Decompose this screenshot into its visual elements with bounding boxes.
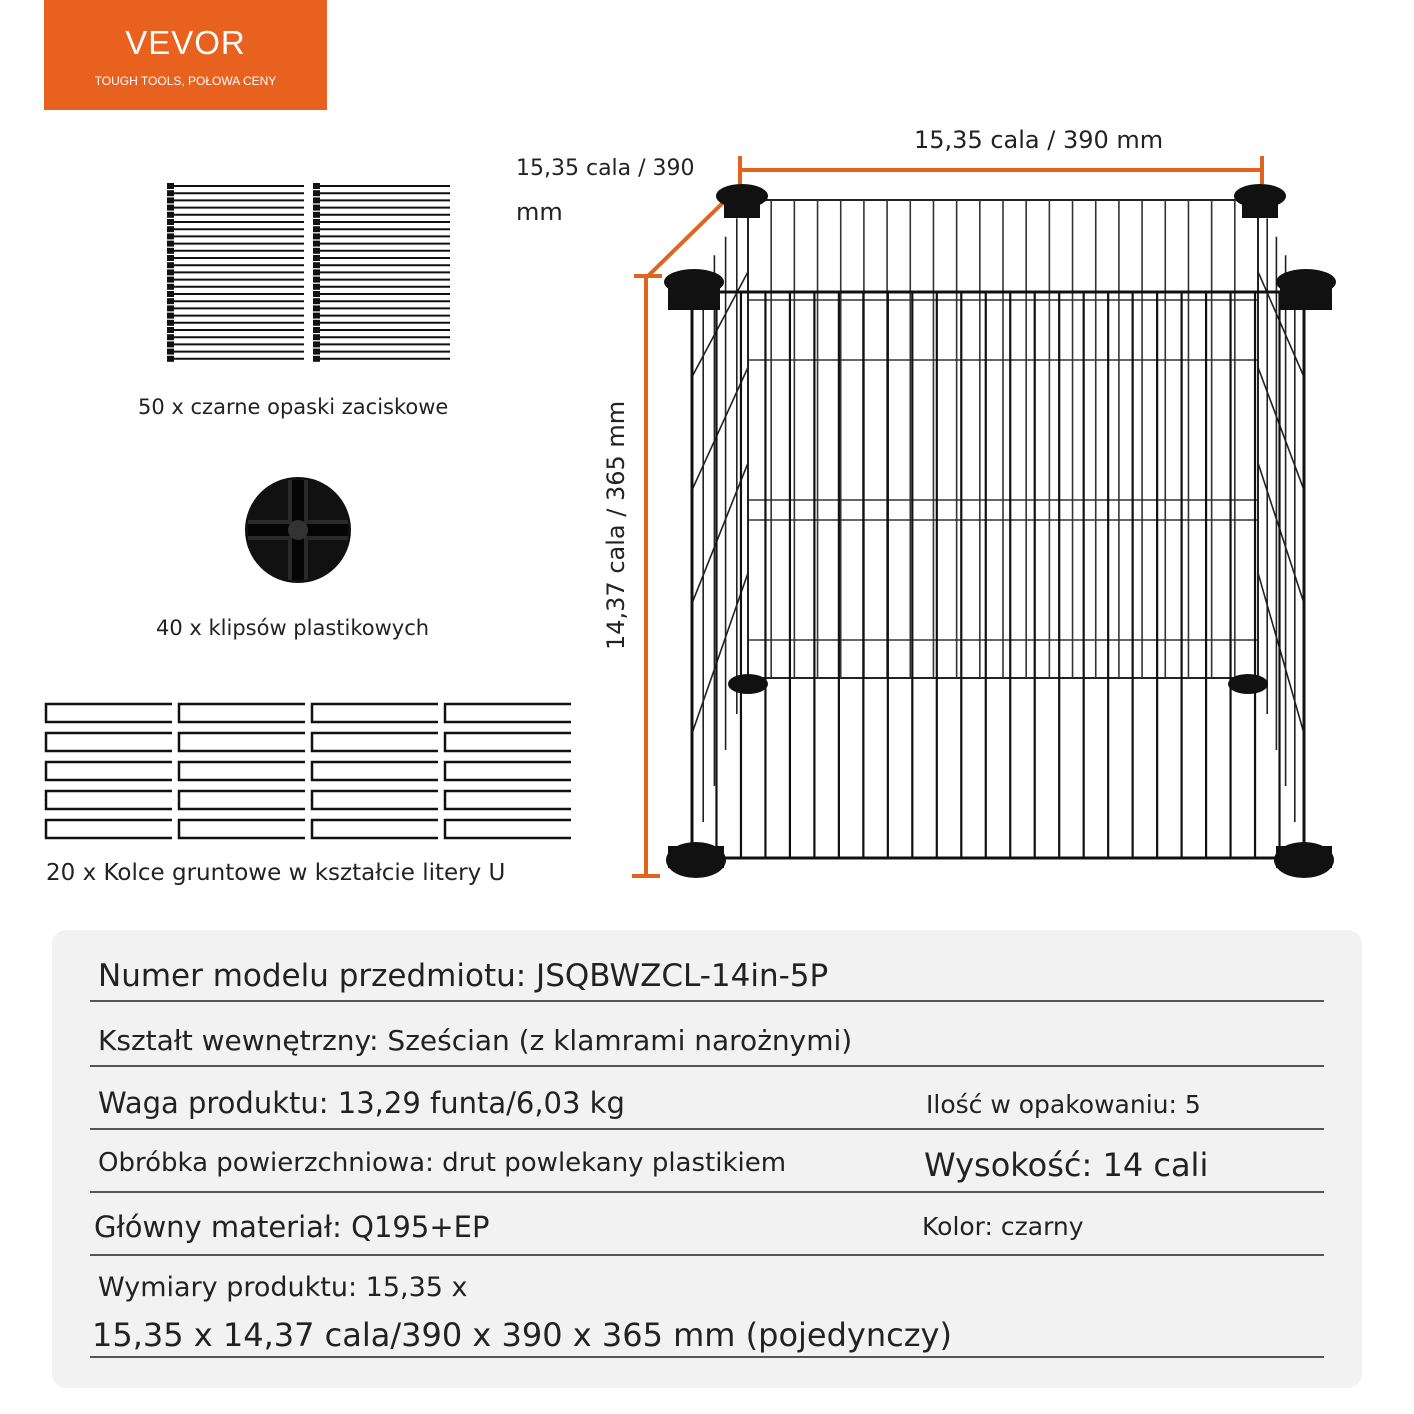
brand-logo [44,0,327,110]
spec-weight: Waga produktu: 13,29 funta/6,03 kg [98,1086,625,1120]
spec-dimensions-line1: Wymiary produktu: 15,35 x [98,1272,468,1303]
u-stake [312,820,438,838]
playpen-image [600,140,1360,900]
spec-material: Główny materiał: Q195+EP [94,1210,490,1244]
u-stake [445,791,571,809]
spec-surface: Obróbka powierzchniowa: drut powlekany plastikiem [98,1148,787,1178]
spec-divider [90,1356,1324,1358]
u-stake [445,733,571,751]
u-stake [179,791,305,809]
u-stake [445,704,571,722]
u-stake [445,762,571,780]
u-stake [179,762,305,780]
brand-tagline: TOUGH TOOLS, POŁOWA CENY [94,74,277,88]
u-stake [312,733,438,751]
wire-bar [1258,367,1304,490]
u-stake [46,791,172,809]
wire-bar [692,463,748,603]
u-stake [179,820,305,838]
height-dimension-label: 14,37 cala / 365 mm [602,400,630,650]
u-stake [46,762,172,780]
u-stake [46,820,172,838]
cable-ties-image [160,180,460,375]
u-stake [46,733,172,751]
spec-model: Numer modelu przedmiotu: JSQBWZCL-14in-5P [98,958,829,994]
u-stake [179,704,305,722]
brand-name: VEVOR [125,24,246,61]
u-stake [312,762,438,780]
spec-divider [90,1254,1324,1256]
spec-divider [90,1000,1324,1002]
u-stake [312,704,438,722]
accessory-caption-ground-stakes: 20 x Kolce gruntowe w kształcie litery U [46,860,506,886]
wire-bar [1258,463,1304,603]
spec-quantity: Ilość w opakowaniu: 5 [926,1090,1201,1119]
spec-divider [90,1128,1324,1130]
spec-shape: Kształt wewnętrzny: Sześcian (z klamrami narożnymi) [98,1024,853,1057]
spec-color: Kolor: czarny [922,1212,1084,1241]
spec-height: Wysokość: 14 cali [924,1146,1209,1184]
u-stake [179,733,305,751]
wire-bar [692,573,748,734]
wire-bar [692,367,748,490]
spec-dimensions-line2: 15,35 x 14,37 cala/390 x 390 x 365 mm (pojedynczy) [92,1316,952,1354]
plastic-clip-image [242,474,354,586]
u-stake [46,704,172,722]
accessory-caption-cable-ties: 50 x czarne opaski zaciskowe [138,395,449,419]
spec-divider [90,1191,1324,1193]
depth-dimension-label-line2: mm [516,198,563,226]
wire-bar [1258,573,1304,734]
ground-stakes-image [40,698,580,846]
u-stake [445,820,571,838]
width-dimension-label: 15,35 cala / 390 mm [914,126,1164,154]
spec-divider [90,1065,1324,1067]
u-stake [312,791,438,809]
depth-dimension-label-line1: 15,35 cala / 390 [516,156,695,181]
accessory-caption-clips: 40 x klipsów plastikowych [156,616,430,640]
